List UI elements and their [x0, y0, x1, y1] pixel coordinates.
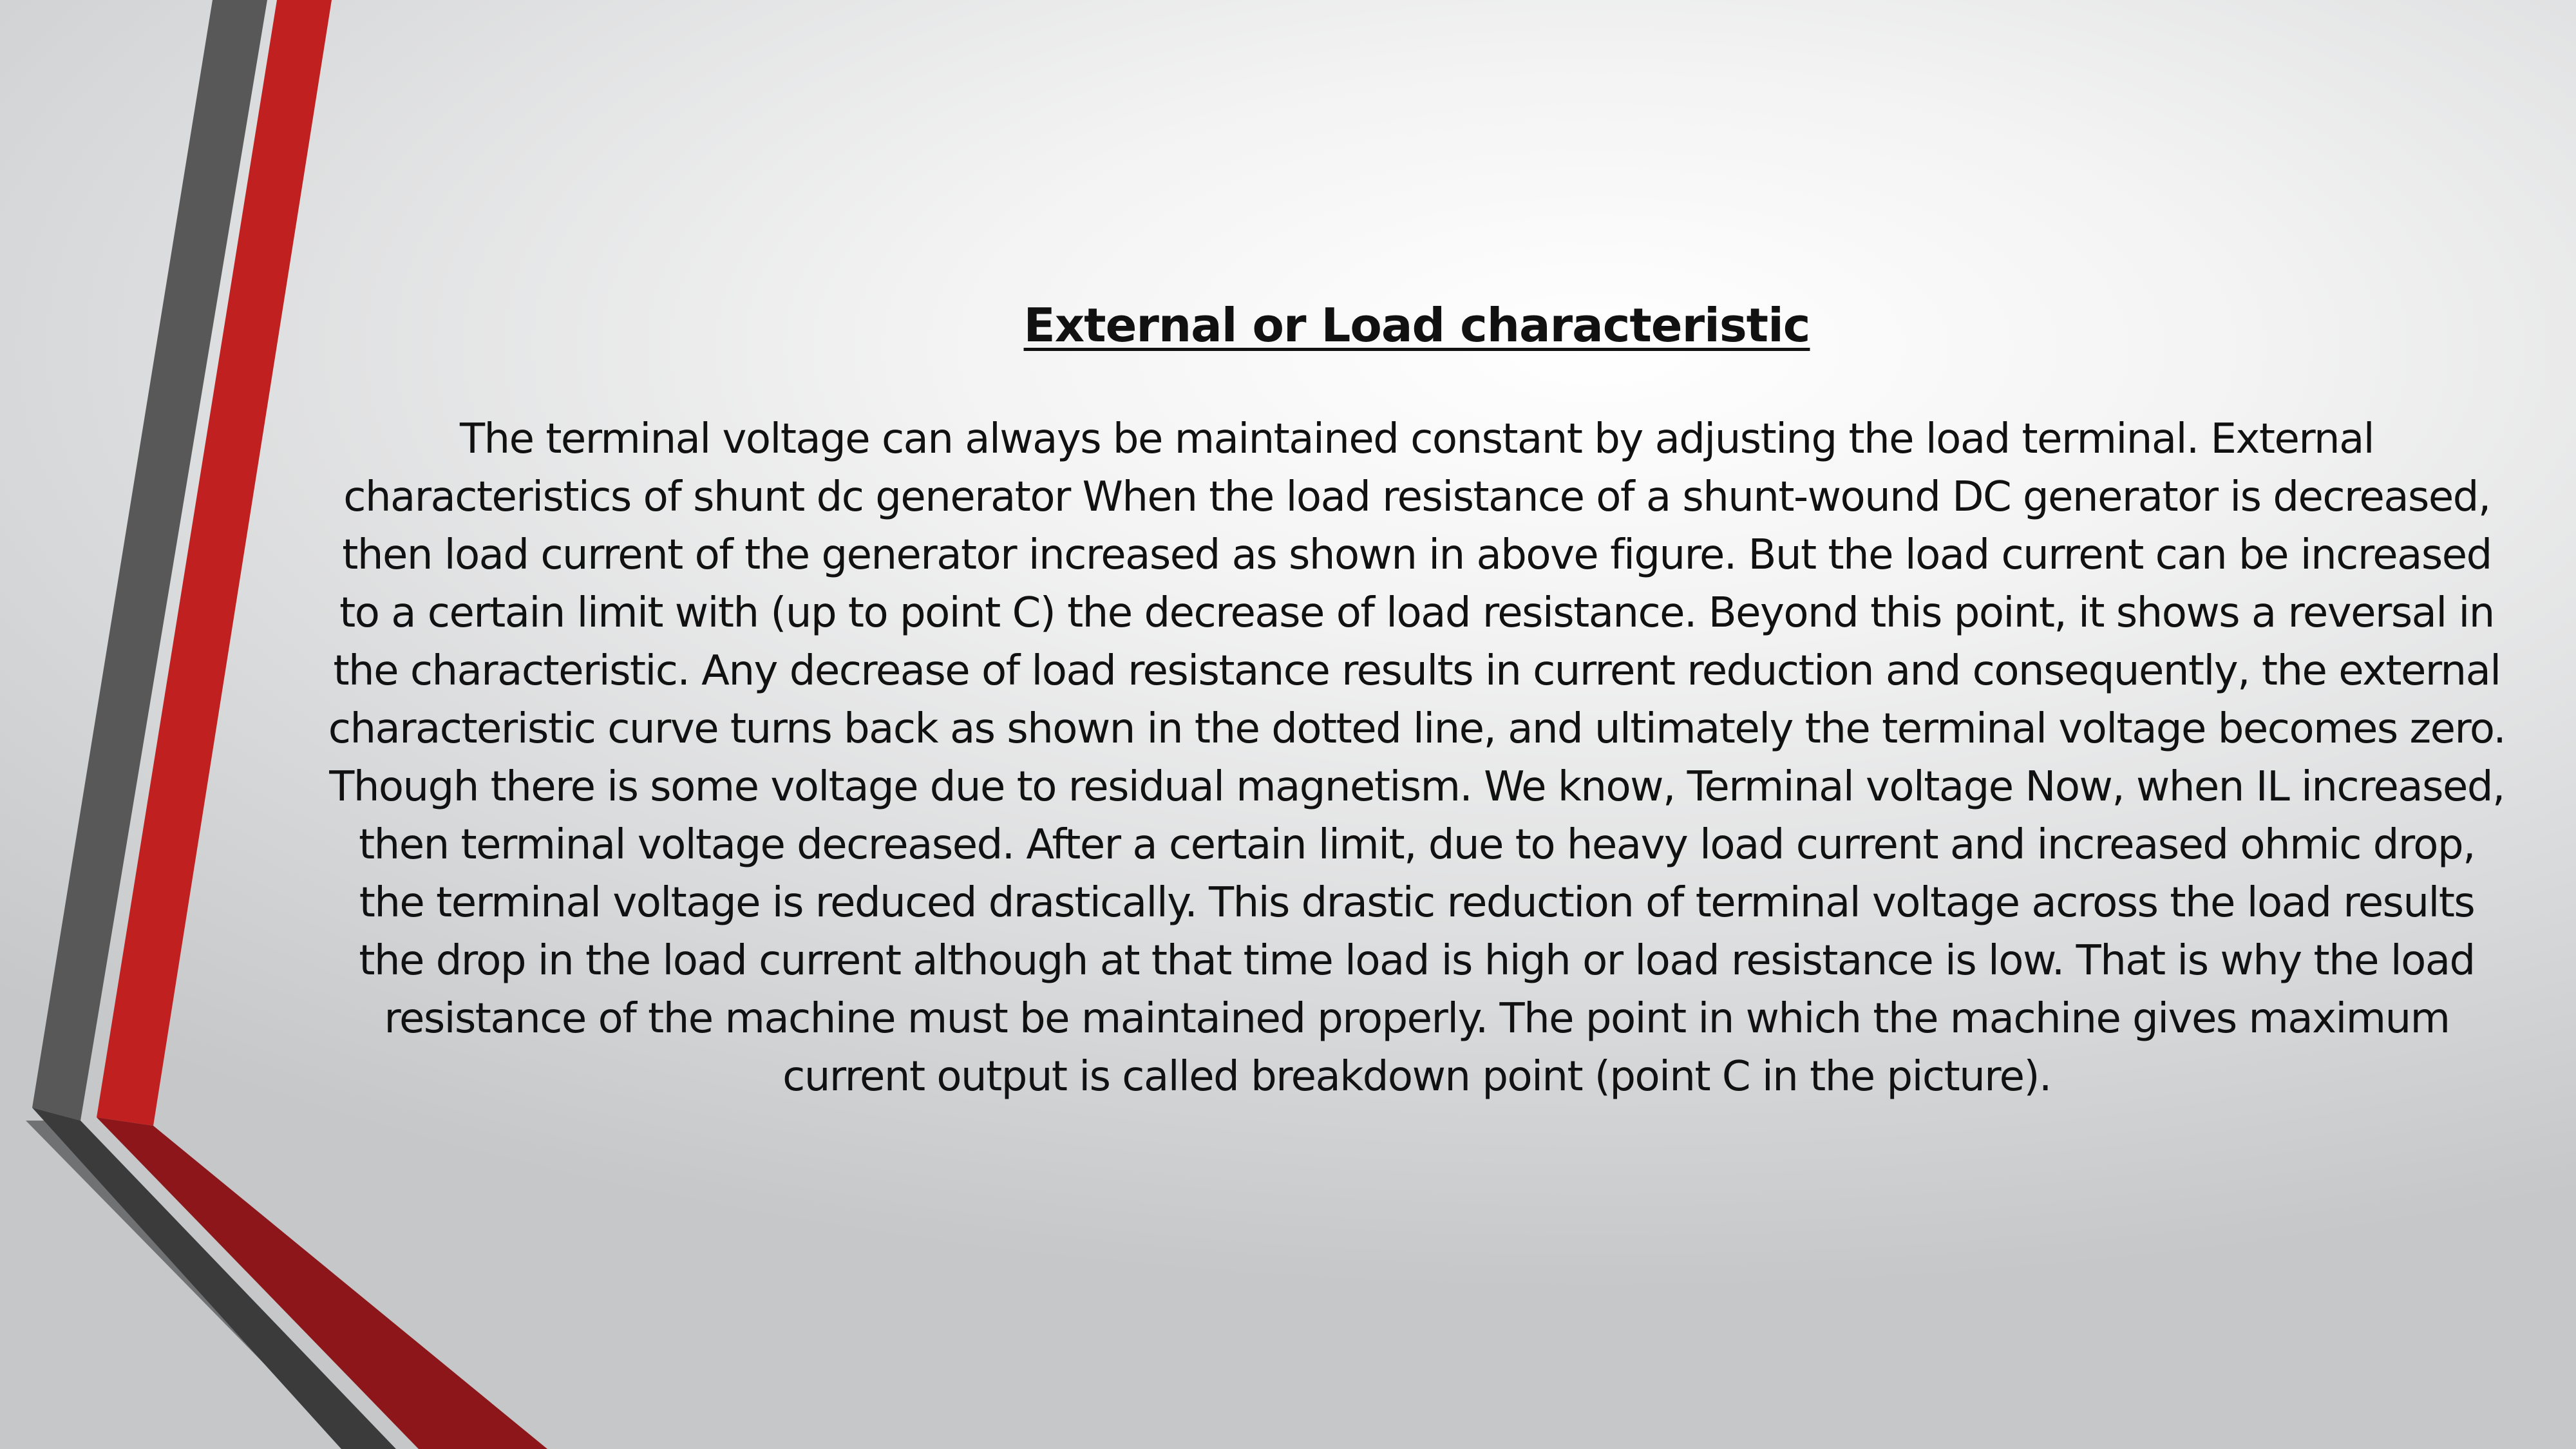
slide-body-text: The terminal voltage can always be maintained constant by adjusting the load terminal. External characteristics of shunt dc generator When the load resistance of a shunt-wound DC generator is decreased, then load current of the generator increased as shown in above figure. But the load current can be increased to a certain limit with (up to point C) the decrease of load resistance. Beyond this point, it shows a reversal in the characteristic. Any decrease of load resistance results in current reduction and consequently, the external characteristic curve turns back as shown in the dotted line, and ultimately the terminal voltage becomes zero. Though there is some voltage due to residual magnetism. We know, Terminal voltage Now, when IL increased, then terminal voltage decreased. After a certain limit, due to heavy load current and increased ohmic drop, the terminal voltage is reduced drastically. This drastic reduction of terminal voltage across the load results the drop in the load current although at that time load is high or load resistance is low. That is why the load resistance of the machine must be maintained properly. The point in which the machine gives maximum current output is called breakdown point (point C in the picture). — [328, 415, 2506, 1101]
slide-title: External or Load characteristic — [1023, 298, 1810, 352]
text-block — [322, 293, 2512, 1106]
gray-stripe-lower — [32, 1108, 396, 1449]
